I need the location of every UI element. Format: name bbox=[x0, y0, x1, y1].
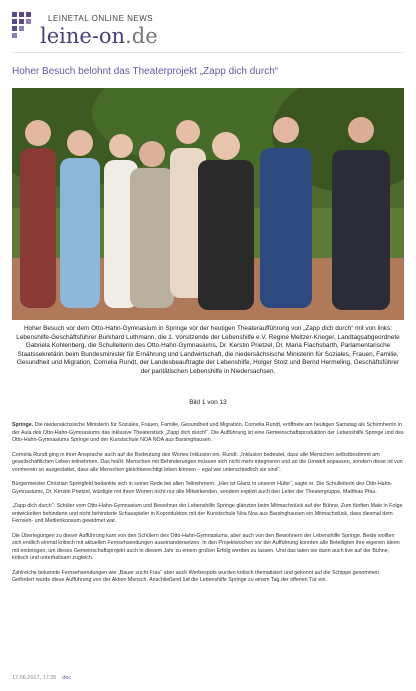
article-headline: Hoher Besuch belohnt das Theaterprojekt „Zapp dich durch“ bbox=[12, 66, 279, 77]
article-paragraph: Cornelia Rundt ging in ihrer Ansprache auch auf die Bedeutung des Wortes Inklusion ein. Rundt: „Inklusion bedeutet, dass alle Menschen selbstbestimmt am gesellschaftlichen Leben teilnehmen. Das heißt: Menschen mit Behinderungen müssen sich nicht mehr integrieren und an die Umwelt anpassen, sondern diese ist von vornherein so ausgestattet, dass alle Menschen gleichberechtigt leben können – egal wie unterschiedlich sie sind“. bbox=[12, 451, 403, 473]
site-logo-text[interactable] bbox=[40, 24, 158, 48]
article-paragraph: Bürgermeister Christian Springfeld bedankte sich in seiner Rede bei allen Teilnehmern. „Hier ist Glanz in unserer Hütte“, sagte er. Die Schulleiterin des Otto-Hahn-Gymnasiums, Dr. Kerstin Prietzel, würdigte mit ihren Worten nicht nur alle Mitwirkenden, sondern explizit auch den Leiter der Theatergruppe, Matthias Pfau. bbox=[12, 481, 393, 495]
paragraph-text: Die niedersächsische Ministerin für Soziales, Frauen, Familie, Gesundheit und Migration, Cornelia Rundt, eröffnete am heutigen Samstag als Schirmherrin in der Aula des Otto-Hahn-Gymnasiums das inklusive Theaterstück „Zapp dich durch!“. Die Aufführung ist eine Gemeinschaftsproduktion der Lebenshilfe Springe und des Otto-Hahn-Gymnasiums Springe und der Kunstschule NOA NOA aus Barsinghausen. bbox=[12, 422, 404, 443]
article-paragraph bbox=[12, 422, 404, 445]
site-tagline: LEINETAL ONLINE NEWS bbox=[48, 14, 154, 23]
photo-caption: Hoher Besuch vor dem Otto-Hahn-Gymnasium in Springe vor der heutigen Theateraufführung von „Zapp dich durch“ mit von links: Lebenshilfe-Geschäftsführer Burkhard Luthmann, die 1. Vorsitzende der Lebenshilfe e.V. Regine Meltzer-Krieger, Landtagsabgeordnete Gabriela Kohlenberg, die Schulleiterin des Otto-Hahn-Gymnasiums, Dr. Kerstin Prietzel, Dr. Maria Flachsbarth, Parlamentarische Staatssekretärin beim Bundesminister für Ernährung und Landwirtschaft, die niedersächsische Ministerin für Soziales, Frauen, Familie, Gesundheit und Migration, Cornelia Rundt, der Landesbeauftragte der Lebenshilfe, Holger Stolz und Bernd Hermeling, Geschäftsführer der paritätischen Lebenshilfe in Niedersachsen. bbox=[16, 325, 400, 375]
article-author[interactable]: dec bbox=[62, 675, 72, 681]
logo-icon[interactable] bbox=[12, 12, 40, 44]
article-dateline: Springe. bbox=[12, 422, 34, 428]
article-meta bbox=[12, 675, 71, 681]
site-name: leine-on bbox=[40, 24, 126, 48]
article-photo[interactable] bbox=[12, 88, 404, 320]
site-tld: .de bbox=[125, 24, 158, 48]
article-paragraph: Die Überlegungen zu dieser Aufführung kam von den Schülern des Otto-Hahn-Gymnasiums, aber auch von den Bewohnern der Lebenshilfe Springe. Beide wollten sich endlich einmal kritisch mit aktuellen Fernsehsendungen auseinandersetzen. In den Projektwochen vor der Aufführung konnten alle Beteiligten ihre eigenen Ideen mit einbringen, um dieses Gemeinschaftsprojekt auch in diesem Jahr zu einem großen Erfolg werden zu lassen. Und das taten sie dann auch live auf der Bühne, kritisch und unterhaltsam zugleich. bbox=[12, 532, 400, 561]
header-divider bbox=[12, 52, 404, 53]
article-date: 17.06.2017, 17:35 bbox=[12, 675, 57, 681]
article-body bbox=[12, 422, 404, 592]
site-header bbox=[12, 10, 408, 54]
article-paragraph: Zahlreiche bekannte Fernsehsendungen wie „Bauer sucht Frau“ aber auch Werbespots wurden kritisch thematisiert und gekonnt auf die Schippe genommen. Gefördert wurde diese Aufführung von der Aktion Mensch. Anschließend lud die Lebenshilfe Springe zu einem Tag der offenen Tür ein. bbox=[12, 569, 381, 583]
gallery-counter: Bild 1 von 13 bbox=[189, 399, 227, 406]
article-paragraph: „Zapp dich durch“: Schüler vom Otto-Hahn-Gymnasium und Bewohner der Lebenshilfe Springe glänzten beim Mitmachstück auf der Bühne. Zum fünften Male in Folge entwickelten behinderte und nicht behinderte Schauspieler in Koproduktion mit der Kunstschule Noa Noa aus Barsinghausen ein Mitmachstück, dass diesmal dem Fernseh- und Medienkonsum gewidmet war. bbox=[12, 503, 403, 524]
